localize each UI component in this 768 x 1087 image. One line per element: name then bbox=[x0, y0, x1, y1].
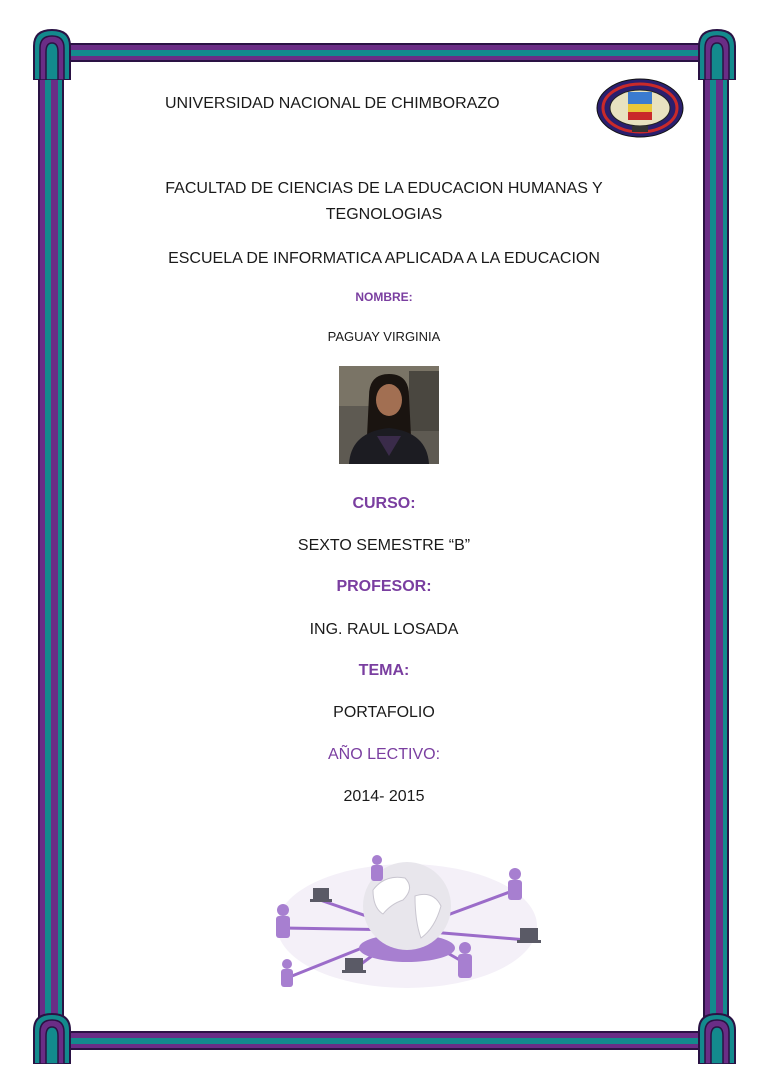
university-seal-icon bbox=[596, 78, 684, 138]
anio-lectivo-label: AÑO LECTIVO: bbox=[327, 746, 441, 763]
tema-value: PORTAFOLIO bbox=[333, 704, 435, 721]
profesor-label: PROFESOR: bbox=[336, 578, 432, 595]
curso-value: SEXTO SEMESTRE “B” bbox=[297, 537, 471, 554]
corner-ornament-icon bbox=[697, 28, 737, 80]
nombre-label: NOMBRE: bbox=[355, 290, 413, 304]
student-photo bbox=[339, 366, 439, 464]
corner-ornament-icon bbox=[32, 28, 72, 80]
nombre-value: PAGUAY VIRGINIA bbox=[327, 329, 441, 344]
border-top bbox=[60, 40, 708, 62]
border-bottom bbox=[60, 1028, 708, 1050]
faculty-line-1: FACULTAD DE CIENCIAS DE LA EDUCACION HUMANAS Y bbox=[165, 180, 603, 197]
school-name: ESCUELA DE INFORMATICA APLICADA A LA EDUCACION bbox=[168, 250, 600, 267]
tema-label: TEMA: bbox=[358, 662, 410, 679]
profesor-value: ING. RAUL LOSADA bbox=[309, 621, 459, 638]
corner-ornament-icon bbox=[32, 1012, 72, 1064]
curso-label: CURSO: bbox=[352, 495, 416, 512]
university-name: UNIVERSIDAD NACIONAL DE CHIMBORAZO bbox=[165, 95, 500, 112]
network-globe-illustration bbox=[265, 848, 550, 1003]
corner-ornament-icon bbox=[697, 1012, 737, 1064]
faculty-line-2: TEGNOLOGIAS bbox=[325, 206, 443, 223]
anio-lectivo-value: 2014- 2015 bbox=[343, 788, 425, 805]
